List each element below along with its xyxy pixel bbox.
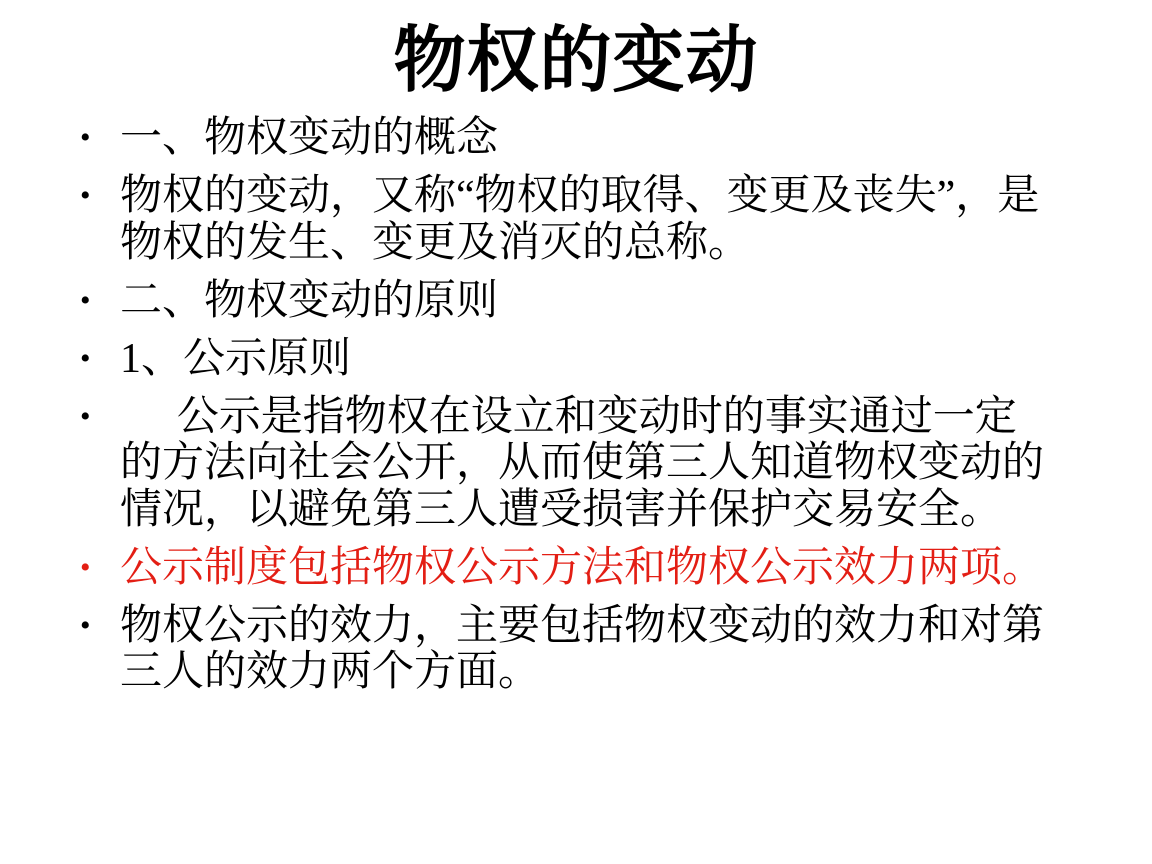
bullet-item (78, 394, 1052, 533)
bullet-dot-icon: • (80, 283, 91, 317)
bullet-text: 公示是指物权在设立和变动时的事实通过一定的方法向社会公开，从而使第三人知道物权变动的情况，以避免第三人遭受损害并保护交易安全。 (120, 394, 1045, 533)
bullet-item (78, 173, 1052, 265)
bullet-dot-icon: • (80, 179, 91, 213)
bullet-text: 二、物权变动的原则 (120, 277, 499, 324)
bullet-text: 公示制度包括物权公示方法和物权公示效力两项。 (120, 544, 1045, 591)
bullet-item (78, 336, 1052, 382)
bullet-text: 物权公示的效力，主要包括物权变动的效力和对第三人的效力两个方面。 (120, 602, 1045, 696)
bullet-dot-icon: • (80, 341, 91, 375)
bullet-text: 物权的变动，又称“物权的取得、变更及丧失”，是物权的发生、变更及消灭的总称。 (120, 173, 1040, 266)
bullet-item (78, 278, 1052, 324)
bullet-list (78, 115, 1052, 695)
bullet-text: 1、公示原则 (120, 335, 352, 382)
bullet-dot-icon: • (80, 400, 91, 434)
bullet-item (78, 603, 1052, 695)
bullet-dot-icon: • (80, 550, 91, 584)
bullet-item (78, 545, 1052, 591)
bullet-item (78, 115, 1052, 161)
bullet-dot-icon: • (80, 121, 91, 155)
bullet-dot-icon: • (80, 608, 91, 642)
bullet-text: 一、物权变动的概念 (120, 115, 499, 162)
slide-title: 物权的变动 (393, 21, 759, 101)
